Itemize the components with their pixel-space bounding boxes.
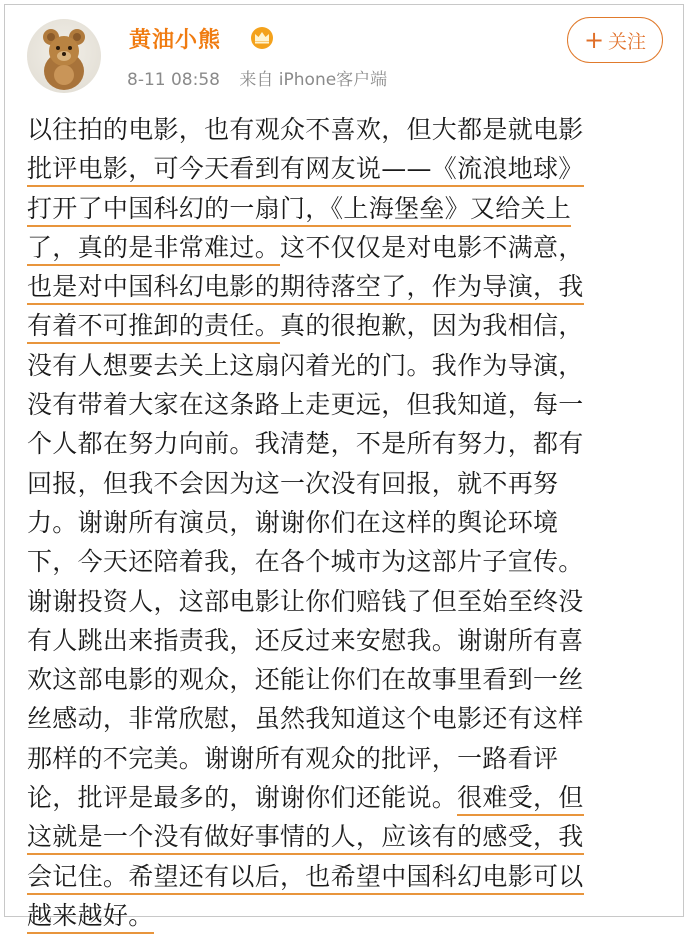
highlighted-text: 越来越好。 (27, 901, 154, 934)
post-text: 力。谢谢所有演员，谢谢你们在这样的舆论环境 (27, 507, 559, 537)
post-meta (127, 65, 387, 90)
post-text-line (27, 740, 663, 779)
post-text: 真的很抱歉，因为我相信， (280, 311, 584, 341)
post-text: 回报，但我不会因为这一次没有回报，就不再努 (27, 468, 559, 498)
post-text-line (27, 543, 663, 582)
post-text-line (27, 425, 663, 464)
highlighted-text: 很难受，但 (457, 783, 584, 816)
highlighted-text: 有着不可推卸的责任。 (27, 311, 280, 344)
post-header (5, 5, 683, 105)
post-time: 8-11 08:58 (127, 70, 220, 90)
post-text: 论，批评是最多的，谢谢你们还能说。 (27, 783, 458, 813)
avatar[interactable] (27, 19, 101, 93)
post-text-line (27, 661, 663, 700)
post-text-line (27, 268, 663, 307)
post-text-line (27, 700, 663, 739)
post-text-line (27, 307, 663, 346)
post-text: 丝感动，非常欣慰，虽然我知道这个电影还有这样 (27, 704, 584, 734)
post-text-line (27, 583, 663, 622)
highlighted-text: 这就是一个没有做好事情的人，应该有的感受，我 (27, 822, 584, 855)
post-text-line (27, 386, 663, 425)
highlighted-text: 也是对中国科幻电影的期待落空了，作为导演，我 (27, 272, 584, 305)
post-text: 欢这部电影的观众，还能让你们在故事里看到一丝 (27, 665, 584, 695)
highlighted-text: 会记住。希望还有以后，也希望中国科幻电影可以 (27, 862, 584, 895)
post-text-line (27, 858, 663, 897)
post-text: 以往拍的电影，也有观众不喜欢，但大都是就电影 (27, 115, 584, 144)
post-text: 谢谢投资人，这部电影让你们赔钱了但至始至终没 (27, 586, 584, 616)
post-text-line (27, 504, 663, 543)
post-text: 那样的不完美。谢谢所有观众的批评，一路看评 (27, 743, 559, 773)
crown-icon (249, 25, 275, 49)
post-text-line (27, 897, 663, 936)
post-text-line (27, 779, 663, 818)
post-text: 这不仅仅是对电影不满意， (280, 232, 584, 262)
highlighted-text: 批评电影，可今天看到有网友说——《流浪地球》 (27, 154, 584, 187)
post-text-line (27, 818, 663, 857)
highlighted-text: 了，真的是非常难过。 (27, 233, 280, 266)
highlighted-text: 打开了中国科幻的一扇门，《上海堡垒》又给关上 (27, 194, 571, 227)
follow-label: 关注 (608, 30, 647, 53)
post-text: 有人跳出来指责我，还反过来安慰我。谢谢所有喜 (27, 625, 584, 655)
post-text-line (27, 622, 663, 661)
weibo-post (4, 4, 684, 930)
plus-icon: + (583, 26, 605, 54)
post-text: 下，今天还陪着我，在各个城市为这部片子宣传。 (27, 547, 584, 577)
post-text-line (27, 150, 663, 189)
post-text-line (27, 229, 663, 268)
post-source[interactable]: 来自 iPhone客户端 (239, 70, 388, 90)
username[interactable]: 黄油小熊 (129, 28, 222, 53)
post-text-line (27, 190, 663, 229)
post-text: 个人都在努力向前。我清楚，不是所有努力，都有 (27, 429, 584, 459)
post-body (27, 111, 663, 936)
post-text-line (27, 111, 663, 150)
post-text-line (27, 347, 663, 386)
post-text: 没有带着大家在这条路上走更远，但我知道，每一 (27, 390, 584, 420)
teddy-bear-avatar-icon (27, 19, 101, 93)
post-text: 没有人想要去关上这扇闪着光的门。我作为导演， (27, 350, 584, 380)
follow-button[interactable] (567, 17, 663, 63)
post-text-line (27, 465, 663, 504)
